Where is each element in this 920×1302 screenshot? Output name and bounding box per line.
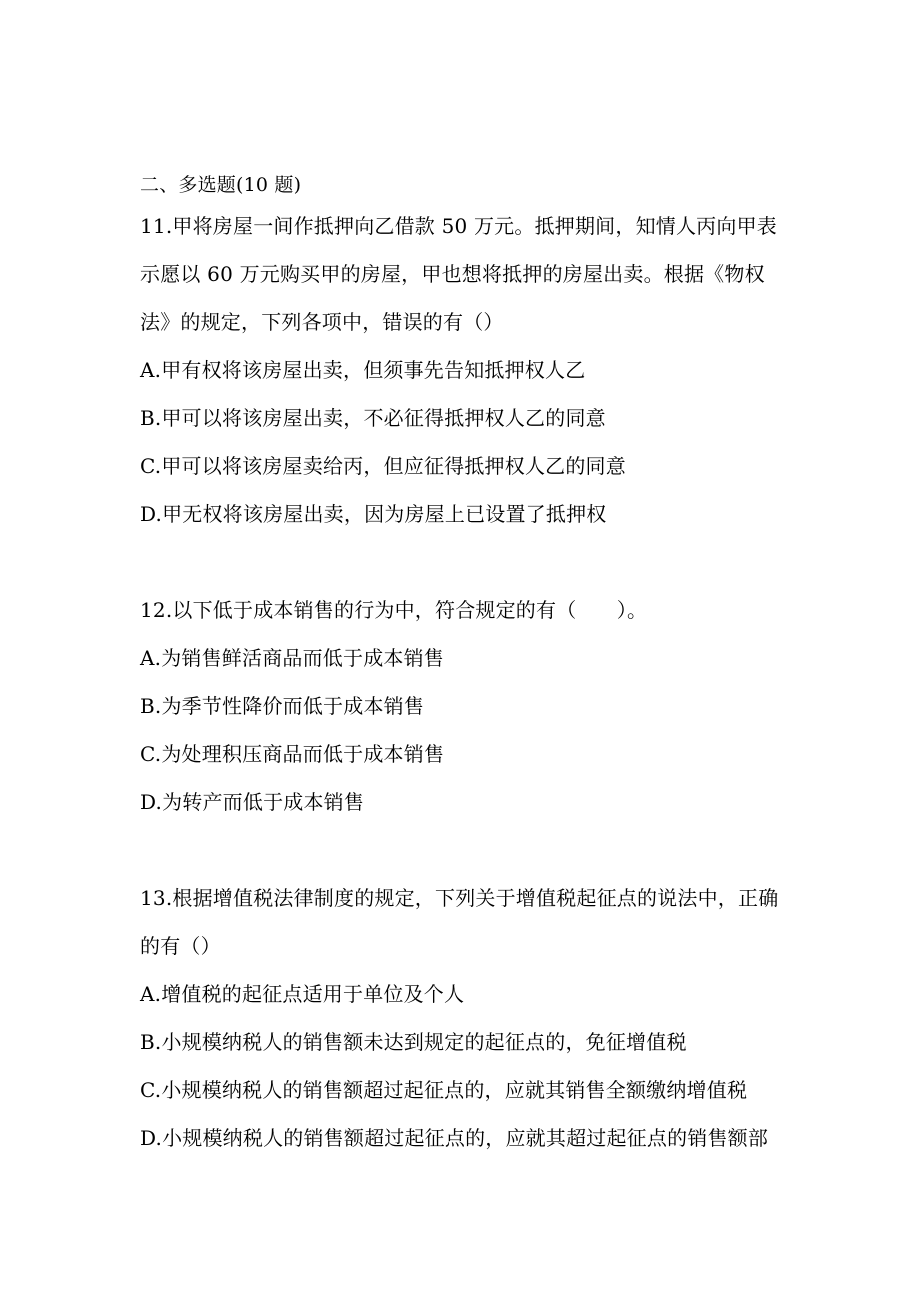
question-spacer <box>140 538 790 586</box>
option-d: D.小规模纳税人的销售额超过起征点的，应就其超过起征点的销售额部 <box>140 1126 769 1150</box>
option-b: B.甲可以将该房屋出卖，不必征得抵押权人乙的同意 <box>140 406 606 430</box>
option-c: C.甲可以将该房屋卖给丙，但应征得抵押权人乙的同意 <box>140 454 626 478</box>
section-title: 二、多选题(10 题) <box>140 174 302 196</box>
option-a: A.增值税的起征点适用于单位及个人 <box>140 982 465 1006</box>
option-b: B.小规模纳税人的销售额未达到规定的起征点的，免征增值税 <box>140 1030 687 1054</box>
question-stem-line: 13.根据增值税法律制度的规定，下列关于增值税起征点的说法中，正确 <box>140 886 779 910</box>
option-d: D.甲无权将该房屋出卖，因为房屋上已设置了抵押权 <box>140 502 607 526</box>
option-c: C.小规模纳税人的销售额超过起征点的，应就其销售全额缴纳增值税 <box>140 1078 748 1102</box>
question-11 <box>140 202 790 538</box>
option-c: C.为处理积压商品而低于成本销售 <box>140 742 445 766</box>
question-stem-line: 12.以下低于成本销售的行为中，符合规定的有（ ）。 <box>140 598 648 622</box>
option-d: D.为转产而低于成本销售 <box>140 790 365 814</box>
question-stem-line: 法》的规定，下列各项中，错误的有（） <box>140 310 504 334</box>
question-stem-line: 示愿以 60 万元购买甲的房屋，甲也想将抵押的房屋出卖。根据《物权 <box>140 262 765 286</box>
option-a: A.甲有权将该房屋出卖，但须事先告知抵押权人乙 <box>140 358 586 382</box>
option-a: A.为销售鲜活商品而低于成本销售 <box>140 646 445 670</box>
question-12 <box>140 586 790 826</box>
question-stem-line: 的有（） <box>140 934 221 958</box>
question-stem-line: 11.甲将房屋一间作抵押向乙借款 50 万元。抵押期间，知情人丙向甲表 <box>140 214 777 238</box>
question-spacer <box>140 826 790 874</box>
document-content <box>140 168 790 1162</box>
question-13 <box>140 874 790 1162</box>
option-b: B.为季节性降价而低于成本销售 <box>140 694 425 718</box>
